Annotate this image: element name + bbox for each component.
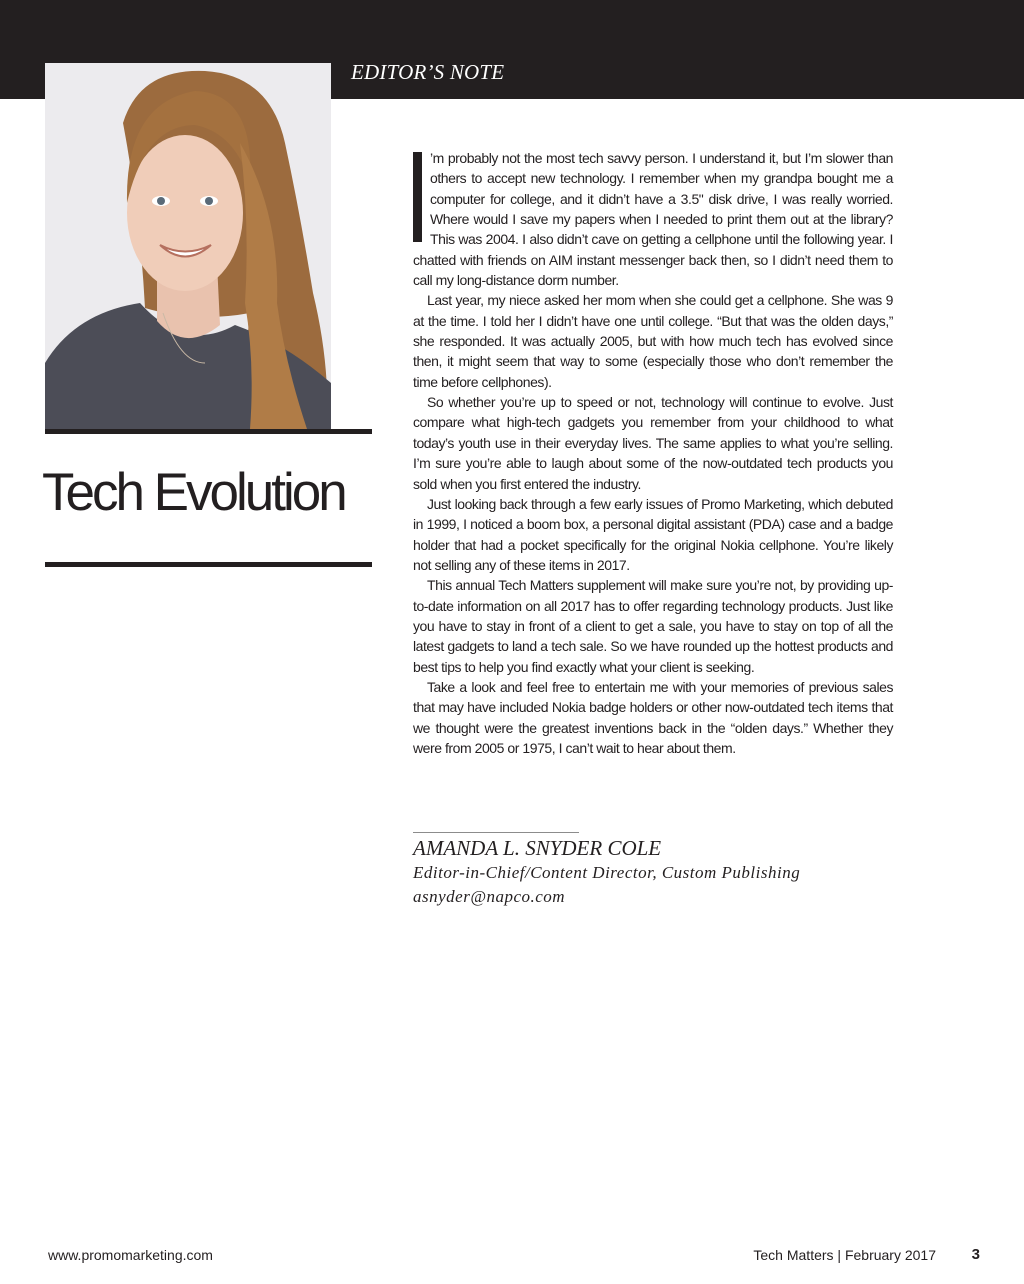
- footer-issue: Tech Matters | February 2017: [753, 1247, 936, 1263]
- article-body: [413, 148, 893, 758]
- article-paragraph: Last year, my niece asked her mom when she could get a cellphone. She was 9 at the time. I told her I didn’t have one until college. “But that was the olden days,” she responded. It was actually 2005, but with how much tech has evolved since then, it might seem that way to some (especially those who don’t remember the time before cellphones).: [413, 292, 893, 390]
- headline-rule-top: [45, 429, 372, 434]
- article-paragraph: [413, 148, 893, 290]
- signature-title: Editor-in-Chief/Content Director, Custom Publishing: [413, 863, 801, 882]
- paragraph-text: ’m probably not the most tech savvy person. I understand it, but I’m slower than others to accept new technology. I remember when my grandpa bought me a computer for college, and it didn’t have a 3.5" disk drive, I was really worried. Where would I save my papers when I needed to print them out at the library? This was 2004. I also didn’t cave on getting a cellphone until the following year. I chatted with friends on AIM instant messenger back then, so I didn’t need them to call my long-distance dorm number.: [413, 150, 893, 289]
- signature-name: AMANDA L. SNYDER COLE: [413, 836, 662, 860]
- section-label: EDITOR’S NOTE: [351, 60, 505, 84]
- article-paragraph: This annual Tech Matters supplement will make sure you’re not, by providing up-to-date information on all 2017 has to offer regarding technology products. Just like you have to stay in front of a client to get a sale, you have to stay on top of all the latest gadgets to land a tech sale. So we have rounded up the hottest products and best tips to help you find exactly what your client is seeking.: [413, 577, 893, 675]
- article-paragraph: Just looking back through a few early issues of Promo Marketing, which debuted in 1999, I noticed a boom box, a personal digital assistant (PDA) case and a badge holder that had a pocket specifically for the original Nokia cellphone. You’re likely not selling any of these items in 2017.: [413, 495, 893, 573]
- signature-rule: [413, 832, 579, 833]
- article-paragraph: So whether you’re up to speed or not, technology will continue to evolve. Just compare what high-tech gadgets you remember from your childhood to what today’s youth use in their everyday lives. The same applies to what you’re selling. I’m sure you’re able to laugh about some of the now-outdated tech products you sold when you first entered the industry.: [413, 394, 893, 492]
- footer-url: www.promomarketing.com: [48, 1247, 213, 1263]
- editor-photo: [45, 63, 331, 429]
- headline-rule-bottom: [45, 562, 372, 567]
- portrait-illustration: [45, 63, 331, 429]
- headline: Tech Evolution: [42, 463, 345, 522]
- page-number: 3: [971, 1246, 980, 1263]
- signature-email: asnyder@napco.com: [413, 887, 566, 906]
- drop-cap: [413, 152, 422, 242]
- article-paragraph: Take a look and feel free to entertain me with your memories of previous sales that may have included Nokia badge holders or other now-outdated tech items that we thought were the greatest inventions back in the “olden days.” Whether they were from 2005 or 1975, I can’t wait to hear about them.: [413, 678, 893, 756]
